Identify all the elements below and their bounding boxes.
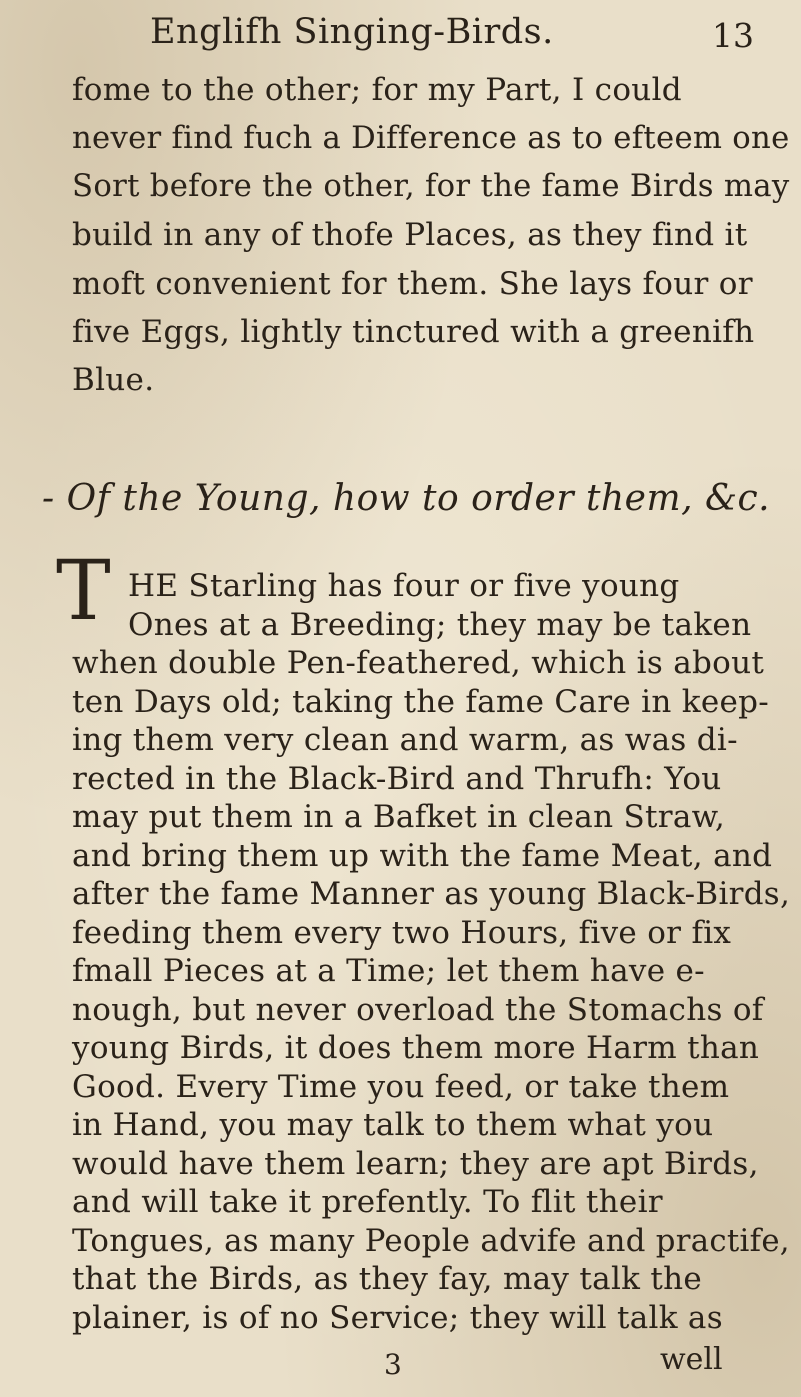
text-line: rected in the Black-Bird and Thrufh: You <box>72 761 722 797</box>
text-line: never find fuch a Difference as to efteem one <box>72 120 790 156</box>
text-line: fome to the other; for my Part, I could <box>72 72 682 108</box>
catchword: well <box>660 1342 723 1377</box>
text-line: ing them very clean and warm, as was di- <box>72 722 738 758</box>
section-heading: - Of the Young, how to order them, &c. <box>42 478 771 519</box>
text-line: ten Days old; taking the fame Care in keep- <box>72 684 770 720</box>
text-line-first: HE Starling has four or five young <box>128 568 680 604</box>
text-line: young Birds, it does them more Harm than <box>72 1030 760 1066</box>
text-line: plainer, is of no Service; they will talk as <box>72 1300 723 1336</box>
text-line: feeding them every two Hours, five or fix <box>72 915 732 951</box>
text-line: may put them in a Bafket in clean Straw, <box>72 799 725 835</box>
drop-cap: T <box>56 544 111 639</box>
text-line: five Eggs, lightly tinctured with a greenifh <box>72 314 755 350</box>
page-number: 13 <box>712 16 754 55</box>
running-title: Englifh Singing-Birds. <box>150 12 554 52</box>
text-line: fmall Pieces at a Time; let them have e- <box>72 953 705 989</box>
text-line: that the Birds, as they fay, may talk the <box>72 1261 703 1297</box>
text-line: and bring them up with the fame Meat, and <box>72 838 773 874</box>
text-line: when double Pen-feathered, which is about <box>72 645 765 681</box>
text-line: Sort before the other, for the fame Birds may <box>72 168 790 204</box>
text-line: Tongues, as many People advife and practife, <box>72 1223 790 1259</box>
text-line: in Hand, you may talk to them what you <box>72 1107 714 1143</box>
running-head <box>0 12 801 64</box>
signature-mark: 3 <box>384 1348 402 1381</box>
text-line: Ones at a Breeding; they may be taken <box>128 607 752 643</box>
text-line: would have them learn; they are apt Birds, <box>72 1146 759 1182</box>
text-line: and will take it prefently. To flit their <box>72 1184 663 1220</box>
text-line: Blue. <box>72 362 155 398</box>
text-line: nough, but never overload the Stomachs of <box>72 992 764 1028</box>
text-line: after the fame Manner as young Black-Birds, <box>72 876 791 912</box>
text-line: moft convenient for them. She lays four or <box>72 266 753 302</box>
text-line: build in any of thofe Places, as they find it <box>72 217 748 253</box>
text-line: Good. Every Time you feed, or take them <box>72 1069 730 1105</box>
